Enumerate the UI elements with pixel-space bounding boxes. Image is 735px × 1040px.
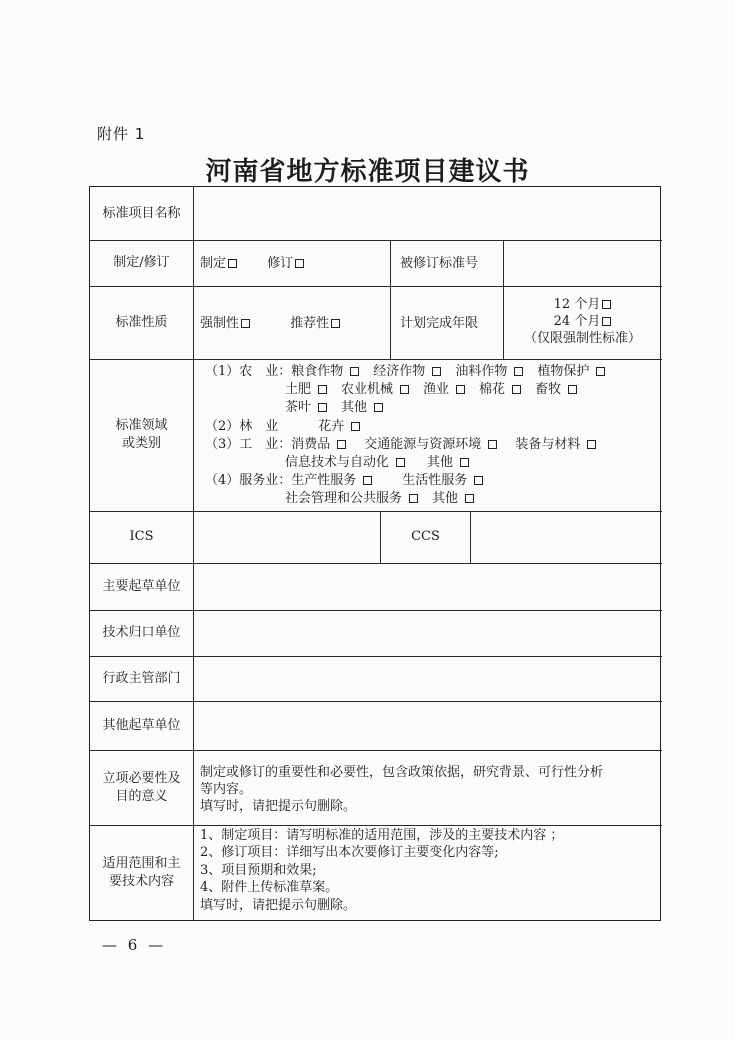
- domain-option-checkbox[interactable]: [465, 494, 474, 503]
- page-number: — 6 —: [102, 936, 167, 954]
- domain-option-label: 农业机械: [341, 382, 394, 398]
- make-option-label: 制定: [200, 256, 227, 271]
- nature-label: 标准性质: [115, 314, 168, 330]
- necessity-label: [90, 750, 193, 825]
- domain-option-checkbox[interactable]: [400, 385, 409, 394]
- domain-option-line: [205, 381, 605, 399]
- domain-category-prefix: （2）林 业: [205, 418, 279, 434]
- domain-option-label: 消费品: [291, 436, 331, 452]
- domain-option-line: [205, 418, 605, 436]
- deadline-label: 计划完成年限: [400, 316, 479, 331]
- domain-option-label: 粮食作物: [291, 364, 344, 379]
- domain-option-label: 油料作物: [455, 364, 508, 379]
- domain-option-checkbox[interactable]: [432, 367, 441, 376]
- domain-option-label: 畜牧: [535, 382, 562, 398]
- revise-options: [200, 255, 304, 273]
- deadline-24-checkbox[interactable]: [602, 317, 611, 326]
- domain-option-checkbox[interactable]: [568, 385, 577, 394]
- recommended-option-label: 推荐性: [290, 316, 330, 331]
- revised-std-input-cell[interactable]: [504, 241, 660, 286]
- domain-option-checkbox[interactable]: [587, 440, 596, 449]
- drafter-label: 主要起草单位: [102, 578, 181, 594]
- domain-option-line: [205, 490, 605, 508]
- scope-text-line: 1、制定项目：请写明标准的适用范围，涉及的主要技术内容 ；: [200, 828, 564, 843]
- ics-input-cell[interactable]: [194, 512, 380, 563]
- domain-option-label: 茶叶: [285, 400, 312, 416]
- form-title: 河南省地方标准项目建议书: [205, 157, 530, 187]
- domain-option-checkbox[interactable]: [456, 385, 465, 394]
- domain-option-line: [205, 472, 605, 490]
- necessity-text-line: 制定或修订的重要性和必要性，包含政策依据，研究背景、可行性分析: [200, 765, 604, 780]
- necessity-text-line: 填写时，请把提示句删除。: [200, 799, 357, 814]
- scope-text[interactable]: [200, 827, 563, 914]
- domain-option-label: 交通能源与资源环境: [364, 436, 482, 452]
- domain-option-label: 其他: [427, 455, 454, 471]
- domain-option-line: [205, 454, 605, 472]
- deadline-12-checkbox[interactable]: [602, 300, 611, 309]
- other-drafter-label: 其他起草单位: [102, 717, 181, 733]
- ccs-input-cell[interactable]: [471, 512, 660, 563]
- domain-option-checkbox[interactable]: [318, 385, 327, 394]
- domain-option-label: 植物保护: [537, 364, 590, 379]
- proposal-form-table: [89, 186, 661, 921]
- domain-option-checkbox[interactable]: [374, 403, 383, 412]
- deadline-24-label: 24 个月: [553, 314, 601, 329]
- revised-std-label: 被修订标准号: [400, 256, 479, 271]
- domain-option-checkbox[interactable]: [396, 458, 405, 467]
- revise-label: 制定/修订: [113, 255, 170, 270]
- tech-unit-label: 技术归口单位: [102, 625, 181, 640]
- domain-option-checkbox[interactable]: [488, 440, 497, 449]
- domain-option-label: 生活性服务: [402, 473, 468, 489]
- domain-label: [90, 359, 193, 511]
- domain-option-label: 生产性服务: [291, 473, 357, 489]
- ics-label: ICS: [129, 529, 154, 544]
- domain-option-label: 社会管理和公共服务: [285, 491, 403, 507]
- mandatory-checkbox[interactable]: [241, 319, 250, 328]
- make-checkbox[interactable]: [228, 259, 237, 268]
- scope-text-line: 3、项目预期和效果;: [200, 862, 317, 878]
- revise-option-label: 修订: [267, 256, 294, 271]
- domain-category-prefix: （1）农 业：: [205, 364, 292, 379]
- domain-option-label: 棉花: [479, 382, 506, 398]
- domain-option-checkbox[interactable]: [318, 403, 327, 412]
- scope-label-line2: 要技术内容: [108, 873, 174, 889]
- domain-label-line2: 或类别: [121, 436, 161, 451]
- domain-option-line: [205, 436, 605, 454]
- domain-option-label: 其他: [432, 491, 459, 507]
- necessity-label-line2: 目的意义: [115, 788, 168, 804]
- domain-option-checkbox[interactable]: [460, 458, 469, 467]
- domain-option-label: 渔业: [423, 382, 450, 398]
- deadline-12-label: 12 个月: [553, 297, 601, 312]
- domain-option-line: [205, 363, 605, 381]
- domain-option-checkbox[interactable]: [474, 476, 483, 485]
- domain-options: [205, 363, 605, 509]
- domain-option-checkbox[interactable]: [337, 440, 346, 449]
- domain-option-checkbox[interactable]: [350, 367, 359, 376]
- name-label: 标准项目名称: [102, 205, 181, 221]
- domain-option-label: 经济作物: [373, 364, 426, 379]
- scope-text-line: 2、修订项目：详细写出本次要修订主要变化内容等;: [200, 845, 499, 861]
- domain-option-label: 信息技术与自动化: [285, 455, 390, 471]
- domain-option-checkbox[interactable]: [596, 367, 605, 376]
- necessity-label-line1: 立项必要性及: [102, 770, 181, 786]
- scope-text-line: 填写时，请把提示句删除。: [200, 897, 357, 913]
- admin-dept-label: 行政主管部门: [102, 670, 181, 686]
- column-divider: [390, 240, 391, 359]
- scope-text-line: 4、附件上传标准草案。: [200, 880, 339, 896]
- attachment-label: 附件 1: [97, 125, 146, 143]
- domain-option-label: 花卉: [318, 418, 345, 434]
- domain-label-line1: 标准领域: [115, 418, 168, 433]
- domain-option-label: 其他: [341, 400, 368, 416]
- scope-label-line1: 适用范围和主: [102, 855, 181, 871]
- necessity-text-line: 等内容。: [200, 782, 253, 797]
- domain-option-label: 土肥: [285, 382, 312, 398]
- domain-category-prefix: （3）工 业：: [205, 436, 292, 452]
- domain-option-checkbox[interactable]: [409, 494, 418, 503]
- domain-option-checkbox[interactable]: [351, 422, 360, 431]
- deadline-options: [504, 296, 661, 347]
- ccs-label: CCS: [411, 529, 440, 544]
- deadline-note: （仅限强制性标准）: [523, 331, 641, 346]
- tech-unit-input-cell[interactable]: [194, 611, 660, 656]
- domain-option-checkbox[interactable]: [514, 367, 523, 376]
- mandatory-option-label: 强制性: [200, 316, 240, 331]
- domain-option-checkbox[interactable]: [363, 476, 372, 485]
- other-drafter-input-cell[interactable]: [194, 702, 660, 750]
- necessity-text[interactable]: [200, 764, 603, 815]
- domain-option-line: [205, 399, 605, 417]
- domain-option-checkbox[interactable]: [512, 385, 521, 394]
- revise-checkbox[interactable]: [295, 259, 304, 268]
- recommended-checkbox[interactable]: [331, 319, 340, 328]
- nature-options: [200, 315, 340, 333]
- scope-label: [90, 825, 193, 920]
- name-input-cell[interactable]: [194, 188, 660, 240]
- domain-option-label: 装备与材料: [515, 436, 581, 452]
- admin-dept-input-cell[interactable]: [194, 657, 660, 701]
- drafter-input-cell[interactable]: [194, 564, 660, 610]
- domain-category-prefix: （4）服务业：: [205, 473, 292, 489]
